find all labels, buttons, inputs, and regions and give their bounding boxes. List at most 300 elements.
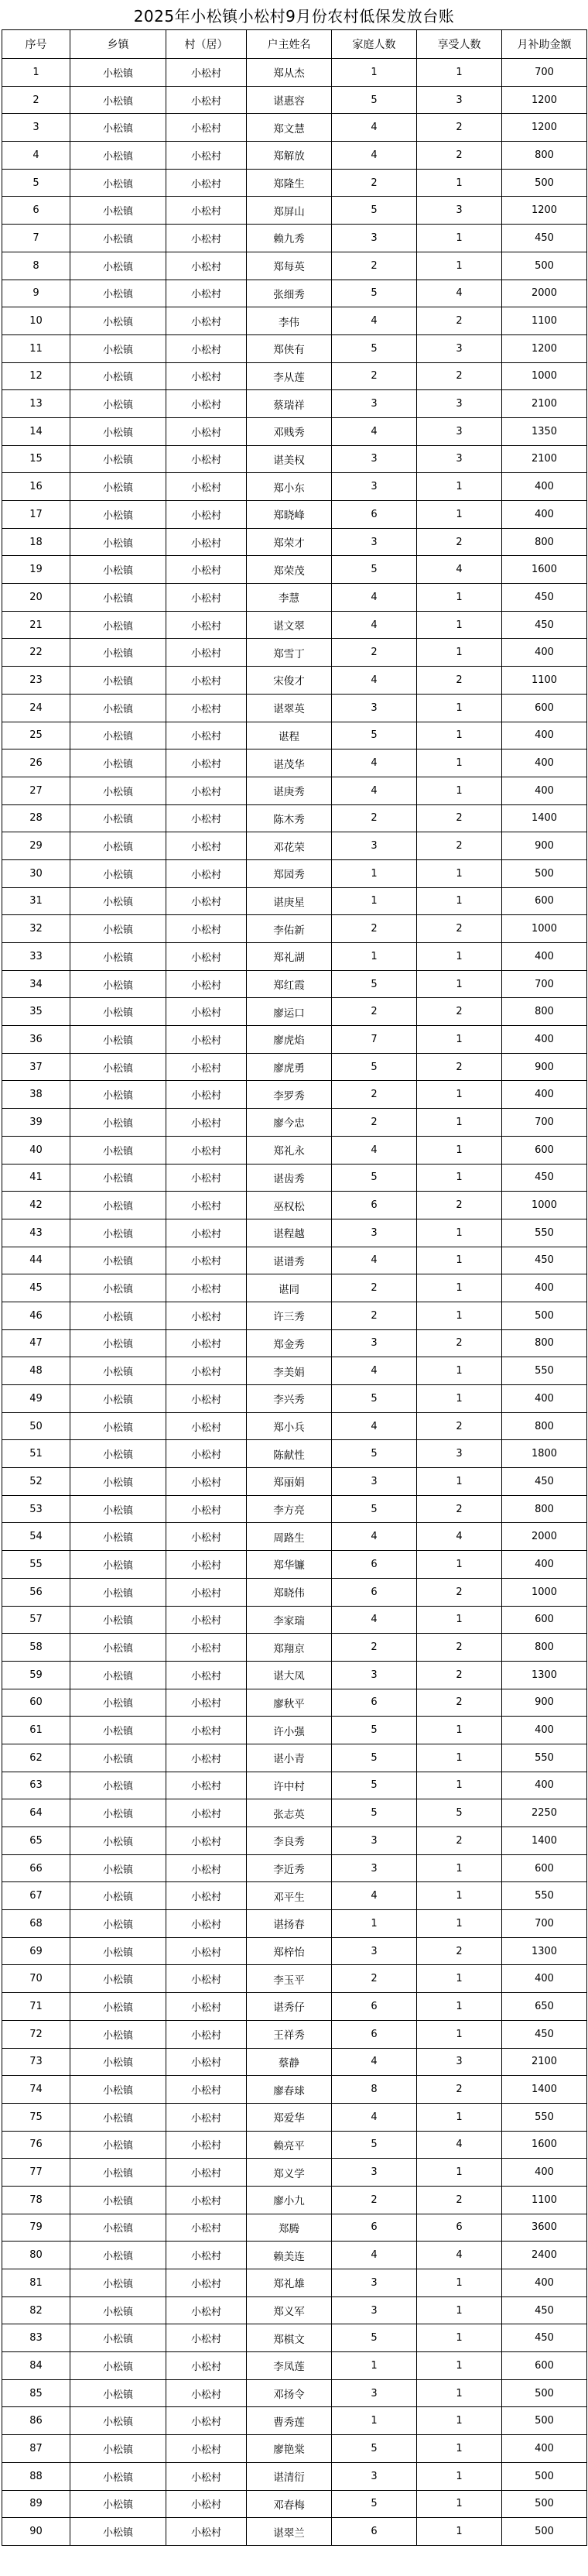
table-row (2, 611, 587, 639)
cell-monthly-amount: 400 (502, 943, 587, 971)
cell-householder: 郑爱华 (247, 2103, 332, 2131)
cell-householder: 郑棋文 (247, 2324, 332, 2352)
cell-village: 小松村 (166, 639, 247, 667)
cell-monthly-amount: 600 (502, 1606, 587, 1634)
cell-index: 70 (2, 1965, 70, 1993)
table-row (2, 584, 587, 612)
cell-householder: 邓花荣 (247, 832, 332, 860)
cell-householder: 廖虎焰 (247, 1026, 332, 1054)
cell-beneficiaries: 1 (417, 1247, 502, 1274)
cell-beneficiaries: 2 (417, 2076, 502, 2104)
cell-village: 小松村 (166, 832, 247, 860)
cell-family-size: 2 (332, 915, 417, 943)
cell-monthly-amount: 400 (502, 2435, 587, 2463)
cell-town: 小松镇 (70, 2296, 166, 2324)
cell-monthly-amount: 1000 (502, 1578, 587, 1606)
cell-index: 83 (2, 2324, 70, 2352)
cell-town: 小松镇 (70, 2214, 166, 2242)
cell-village: 小松村 (166, 2518, 247, 2546)
cell-beneficiaries: 2 (417, 1689, 502, 1717)
table-row (2, 528, 587, 556)
cell-town: 小松镇 (70, 2242, 166, 2269)
table-row (2, 197, 587, 225)
cell-village: 小松村 (166, 943, 247, 971)
cell-beneficiaries: 2 (417, 998, 502, 1026)
cell-monthly-amount: 1200 (502, 86, 587, 114)
cell-town: 小松镇 (70, 2186, 166, 2214)
cell-family-size: 4 (332, 307, 417, 335)
cell-index: 23 (2, 667, 70, 695)
cell-town: 小松镇 (70, 943, 166, 971)
cell-family-size: 2 (332, 1302, 417, 1329)
cell-family-size: 2 (332, 1109, 417, 1137)
cell-town: 小松镇 (70, 556, 166, 584)
cell-index: 71 (2, 1993, 70, 2021)
table-row (2, 832, 587, 860)
cell-village: 小松村 (166, 1219, 247, 1247)
cell-householder: 郑翔京 (247, 1634, 332, 1662)
cell-beneficiaries: 1 (417, 2324, 502, 2352)
cell-beneficiaries: 1 (417, 1993, 502, 2021)
cell-town: 小松镇 (70, 252, 166, 280)
cell-index: 34 (2, 970, 70, 998)
cell-village: 小松村 (166, 1302, 247, 1329)
cell-town: 小松镇 (70, 1357, 166, 1385)
cell-town: 小松镇 (70, 197, 166, 225)
cell-town: 小松镇 (70, 1910, 166, 1938)
cell-beneficiaries: 2 (417, 832, 502, 860)
table-row (2, 1551, 587, 1579)
header-town: 乡镇 (70, 30, 166, 59)
table-row (2, 2159, 587, 2187)
cell-family-size: 3 (332, 694, 417, 722)
cell-town: 小松镇 (70, 417, 166, 445)
cell-village: 小松村 (166, 2462, 247, 2490)
cell-village: 小松村 (166, 1993, 247, 2021)
cell-index: 75 (2, 2103, 70, 2131)
cell-beneficiaries: 4 (417, 556, 502, 584)
cell-index: 63 (2, 1772, 70, 1799)
cell-village: 小松村 (166, 417, 247, 445)
cell-town: 小松镇 (70, 528, 166, 556)
table-row (2, 501, 587, 529)
cell-monthly-amount: 500 (502, 859, 587, 887)
cell-family-size: 2 (332, 804, 417, 832)
cell-village: 小松村 (166, 998, 247, 1026)
cell-householder: 谌谱秀 (247, 1247, 332, 1274)
cell-index: 49 (2, 1385, 70, 1413)
cell-village: 小松村 (166, 1274, 247, 1302)
cell-householder: 李方亮 (247, 1495, 332, 1523)
cell-family-size: 4 (332, 1357, 417, 1385)
table-row (2, 2186, 587, 2214)
cell-town: 小松镇 (70, 1882, 166, 1910)
cell-town: 小松镇 (70, 473, 166, 501)
table-row (2, 362, 587, 390)
cell-index: 57 (2, 1606, 70, 1634)
cell-monthly-amount: 400 (502, 777, 587, 804)
table-row (2, 473, 587, 501)
table-row (2, 2462, 587, 2490)
table-header-row (2, 30, 587, 59)
cell-village: 小松村 (166, 280, 247, 307)
cell-beneficiaries: 1 (417, 859, 502, 887)
cell-family-size: 1 (332, 859, 417, 887)
cell-town: 小松镇 (70, 1468, 166, 1496)
table-body (2, 59, 587, 2546)
cell-index: 9 (2, 280, 70, 307)
cell-family-size: 5 (332, 280, 417, 307)
cell-householder: 谌齿秀 (247, 1164, 332, 1192)
cell-beneficiaries: 3 (417, 445, 502, 473)
cell-index: 18 (2, 528, 70, 556)
cell-monthly-amount: 400 (502, 501, 587, 529)
header-village: 村（居） (166, 30, 247, 59)
cell-monthly-amount: 700 (502, 59, 587, 87)
cell-householder: 郑小兵 (247, 1412, 332, 1440)
table-row (2, 1136, 587, 1164)
cell-householder: 李家瑞 (247, 1606, 332, 1634)
cell-monthly-amount: 400 (502, 749, 587, 777)
cell-index: 32 (2, 915, 70, 943)
table-row (2, 2296, 587, 2324)
cell-householder: 谌翠英 (247, 694, 332, 722)
cell-beneficiaries: 1 (417, 1164, 502, 1192)
cell-beneficiaries: 3 (417, 334, 502, 362)
cell-family-size: 4 (332, 2242, 417, 2269)
cell-beneficiaries: 2 (417, 915, 502, 943)
cell-index: 88 (2, 2462, 70, 2490)
cell-beneficiaries: 3 (417, 197, 502, 225)
cell-family-size: 4 (332, 1247, 417, 1274)
cell-monthly-amount: 400 (502, 639, 587, 667)
cell-village: 小松村 (166, 1854, 247, 1882)
cell-monthly-amount: 1400 (502, 2076, 587, 2104)
cell-town: 小松镇 (70, 1744, 166, 1772)
cell-index: 55 (2, 1551, 70, 1579)
cell-village: 小松村 (166, 2490, 247, 2518)
cell-town: 小松镇 (70, 1053, 166, 1081)
cell-beneficiaries: 1 (417, 1910, 502, 1938)
cell-monthly-amount: 1200 (502, 114, 587, 142)
table-row (2, 1772, 587, 1799)
cell-family-size: 5 (332, 1385, 417, 1413)
cell-monthly-amount: 550 (502, 1219, 587, 1247)
table-row (2, 639, 587, 667)
cell-monthly-amount: 2400 (502, 2242, 587, 2269)
cell-town: 小松镇 (70, 1578, 166, 1606)
cell-monthly-amount: 450 (502, 611, 587, 639)
cell-family-size: 1 (332, 2407, 417, 2435)
cell-family-size: 5 (332, 197, 417, 225)
table-row (2, 1965, 587, 1993)
cell-family-size: 6 (332, 1689, 417, 1717)
cell-family-size: 3 (332, 2269, 417, 2297)
cell-town: 小松镇 (70, 2352, 166, 2380)
cell-beneficiaries: 2 (417, 1634, 502, 1662)
header-monthly-amount: 月补助金额 (502, 30, 587, 59)
cell-householder: 邓贱秀 (247, 417, 332, 445)
cell-householder: 廖春球 (247, 2076, 332, 2104)
table-row (2, 1799, 587, 1827)
cell-monthly-amount: 550 (502, 2103, 587, 2131)
cell-index: 45 (2, 1274, 70, 1302)
cell-monthly-amount: 400 (502, 1026, 587, 1054)
cell-village: 小松村 (166, 1827, 247, 1855)
cell-beneficiaries: 1 (417, 2269, 502, 2297)
cell-family-size: 5 (332, 334, 417, 362)
cell-town: 小松镇 (70, 722, 166, 749)
cell-householder: 郑红霞 (247, 970, 332, 998)
cell-monthly-amount: 800 (502, 1412, 587, 1440)
cell-town: 小松镇 (70, 1551, 166, 1579)
cell-town: 小松镇 (70, 1799, 166, 1827)
table-row (2, 1219, 587, 1247)
cell-index: 74 (2, 2076, 70, 2104)
cell-village: 小松村 (166, 1523, 247, 1551)
table-row (2, 252, 587, 280)
cell-index: 50 (2, 1412, 70, 1440)
table-row (2, 1385, 587, 1413)
cell-householder: 李玉平 (247, 1965, 332, 1993)
cell-monthly-amount: 2250 (502, 1799, 587, 1827)
cell-beneficiaries: 1 (417, 1385, 502, 1413)
cell-village: 小松村 (166, 334, 247, 362)
table-row (2, 1937, 587, 1965)
cell-family-size: 6 (332, 1993, 417, 2021)
cell-town: 小松镇 (70, 694, 166, 722)
cell-family-size: 1 (332, 943, 417, 971)
cell-town: 小松镇 (70, 2159, 166, 2187)
cell-beneficiaries: 2 (417, 1578, 502, 1606)
cell-village: 小松村 (166, 1661, 247, 1689)
cell-village: 小松村 (166, 694, 247, 722)
cell-town: 小松镇 (70, 1772, 166, 1799)
cell-index: 24 (2, 694, 70, 722)
cell-beneficiaries: 6 (417, 2214, 502, 2242)
cell-householder: 郑每英 (247, 252, 332, 280)
cell-monthly-amount: 450 (502, 1247, 587, 1274)
cell-village: 小松村 (166, 1081, 247, 1109)
table-row (2, 1329, 587, 1357)
cell-index: 48 (2, 1357, 70, 1385)
cell-index: 35 (2, 998, 70, 1026)
cell-town: 小松镇 (70, 2076, 166, 2104)
cell-village: 小松村 (166, 887, 247, 915)
table-row (2, 1993, 587, 2021)
cell-village: 小松村 (166, 1357, 247, 1385)
cell-householder: 郑文慧 (247, 114, 332, 142)
cell-family-size: 7 (332, 1026, 417, 1054)
cell-village: 小松村 (166, 1385, 247, 1413)
cell-beneficiaries: 3 (417, 1440, 502, 1468)
cell-beneficiaries: 2 (417, 804, 502, 832)
cell-family-size: 5 (332, 1744, 417, 1772)
cell-householder: 廖秋平 (247, 1689, 332, 1717)
table-row (2, 445, 587, 473)
cell-index: 22 (2, 639, 70, 667)
cell-family-size: 4 (332, 749, 417, 777)
table-row (2, 2103, 587, 2131)
cell-town: 小松镇 (70, 1026, 166, 1054)
cell-householder: 赖九秀 (247, 225, 332, 252)
cell-village: 小松村 (166, 2076, 247, 2104)
cell-monthly-amount: 600 (502, 887, 587, 915)
cell-householder: 许中村 (247, 1772, 332, 1799)
cell-beneficiaries: 1 (417, 473, 502, 501)
cell-index: 86 (2, 2407, 70, 2435)
table-row (2, 1192, 587, 1219)
cell-village: 小松村 (166, 528, 247, 556)
cell-town: 小松镇 (70, 1329, 166, 1357)
cell-index: 76 (2, 2131, 70, 2159)
cell-beneficiaries: 1 (417, 1274, 502, 1302)
table-row (2, 859, 587, 887)
cell-beneficiaries: 1 (417, 1882, 502, 1910)
cell-family-size: 5 (332, 970, 417, 998)
cell-monthly-amount: 550 (502, 1744, 587, 1772)
cell-householder: 谌美权 (247, 445, 332, 473)
cell-index: 12 (2, 362, 70, 390)
cell-family-size: 5 (332, 1495, 417, 1523)
cell-town: 小松镇 (70, 2131, 166, 2159)
cell-town: 小松镇 (70, 1717, 166, 1744)
cell-householder: 谌惠容 (247, 86, 332, 114)
cell-householder: 谌翠兰 (247, 2518, 332, 2546)
cell-index: 67 (2, 1882, 70, 1910)
cell-town: 小松镇 (70, 1219, 166, 1247)
cell-beneficiaries: 1 (417, 501, 502, 529)
cell-monthly-amount: 800 (502, 1495, 587, 1523)
cell-householder: 郑义学 (247, 2159, 332, 2187)
cell-family-size: 1 (332, 887, 417, 915)
cell-village: 小松村 (166, 307, 247, 335)
table-row (2, 1523, 587, 1551)
cell-family-size: 3 (332, 473, 417, 501)
cell-index: 78 (2, 2186, 70, 2214)
cell-index: 19 (2, 556, 70, 584)
cell-village: 小松村 (166, 556, 247, 584)
cell-householder: 张细秀 (247, 280, 332, 307)
cell-village: 小松村 (166, 1164, 247, 1192)
cell-householder: 谌文翠 (247, 611, 332, 639)
cell-town: 小松镇 (70, 225, 166, 252)
table-row (2, 114, 587, 142)
cell-village: 小松村 (166, 473, 247, 501)
cell-monthly-amount: 900 (502, 1689, 587, 1717)
cell-town: 小松镇 (70, 1164, 166, 1192)
cell-monthly-amount: 550 (502, 1882, 587, 1910)
cell-village: 小松村 (166, 2214, 247, 2242)
cell-village: 小松村 (166, 1910, 247, 1938)
table-row (2, 1661, 587, 1689)
cell-beneficiaries: 2 (417, 2186, 502, 2214)
cell-householder: 谌庚秀 (247, 777, 332, 804)
cell-householder: 郑腾 (247, 2214, 332, 2242)
table-row (2, 1274, 587, 1302)
cell-town: 小松镇 (70, 2048, 166, 2076)
table-row (2, 334, 587, 362)
cell-householder: 郑义军 (247, 2296, 332, 2324)
table-row (2, 943, 587, 971)
cell-index: 56 (2, 1578, 70, 1606)
cell-village: 小松村 (166, 1744, 247, 1772)
table-row (2, 1827, 587, 1855)
cell-monthly-amount: 500 (502, 2518, 587, 2546)
cell-householder: 谌秀仔 (247, 1993, 332, 2021)
cell-beneficiaries: 1 (417, 2462, 502, 2490)
table-row (2, 142, 587, 170)
cell-monthly-amount: 450 (502, 1164, 587, 1192)
cell-family-size: 1 (332, 1910, 417, 1938)
cell-monthly-amount: 2100 (502, 2048, 587, 2076)
cell-beneficiaries: 2 (417, 667, 502, 695)
cell-monthly-amount: 1000 (502, 362, 587, 390)
cell-family-size: 1 (332, 59, 417, 87)
cell-index: 81 (2, 2269, 70, 2297)
cell-town: 小松镇 (70, 1634, 166, 1662)
cell-family-size: 1 (332, 2352, 417, 2380)
cell-beneficiaries: 2 (417, 114, 502, 142)
cell-family-size: 4 (332, 611, 417, 639)
cell-family-size: 6 (332, 1578, 417, 1606)
cell-family-size: 5 (332, 2324, 417, 2352)
cell-index: 11 (2, 334, 70, 362)
cell-beneficiaries: 1 (417, 1219, 502, 1247)
table-row (2, 1882, 587, 1910)
cell-town: 小松镇 (70, 2462, 166, 2490)
table-row (2, 1744, 587, 1772)
cell-beneficiaries: 1 (417, 169, 502, 197)
cell-monthly-amount: 450 (502, 2324, 587, 2352)
cell-village: 小松村 (166, 169, 247, 197)
cell-town: 小松镇 (70, 390, 166, 418)
cell-monthly-amount: 600 (502, 694, 587, 722)
table-row (2, 1578, 587, 1606)
cell-beneficiaries: 4 (417, 2131, 502, 2159)
cell-householder: 许小强 (247, 1717, 332, 1744)
cell-beneficiaries: 1 (417, 1109, 502, 1137)
cell-beneficiaries: 1 (417, 2020, 502, 2048)
table-row (2, 749, 587, 777)
cell-beneficiaries: 1 (417, 1772, 502, 1799)
cell-householder: 蔡静 (247, 2048, 332, 2076)
cell-beneficiaries: 1 (417, 1357, 502, 1385)
cell-beneficiaries: 1 (417, 2352, 502, 2380)
cell-beneficiaries: 1 (417, 1136, 502, 1164)
cell-family-size: 5 (332, 722, 417, 749)
cell-index: 2 (2, 86, 70, 114)
cell-family-size: 3 (332, 390, 417, 418)
cell-index: 41 (2, 1164, 70, 1192)
cell-monthly-amount: 1200 (502, 197, 587, 225)
cell-beneficiaries: 1 (417, 2103, 502, 2131)
cell-village: 小松村 (166, 1247, 247, 1274)
cell-town: 小松镇 (70, 2103, 166, 2131)
table-row (2, 2324, 587, 2352)
cell-index: 79 (2, 2214, 70, 2242)
cell-index: 21 (2, 611, 70, 639)
cell-town: 小松镇 (70, 998, 166, 1026)
cell-householder: 郑礼雄 (247, 2269, 332, 2297)
cell-town: 小松镇 (70, 2490, 166, 2518)
cell-family-size: 4 (332, 777, 417, 804)
cell-town: 小松镇 (70, 667, 166, 695)
cell-householder: 李佑新 (247, 915, 332, 943)
cell-index: 53 (2, 1495, 70, 1523)
cell-householder: 陈木秀 (247, 804, 332, 832)
cell-beneficiaries: 2 (417, 1412, 502, 1440)
